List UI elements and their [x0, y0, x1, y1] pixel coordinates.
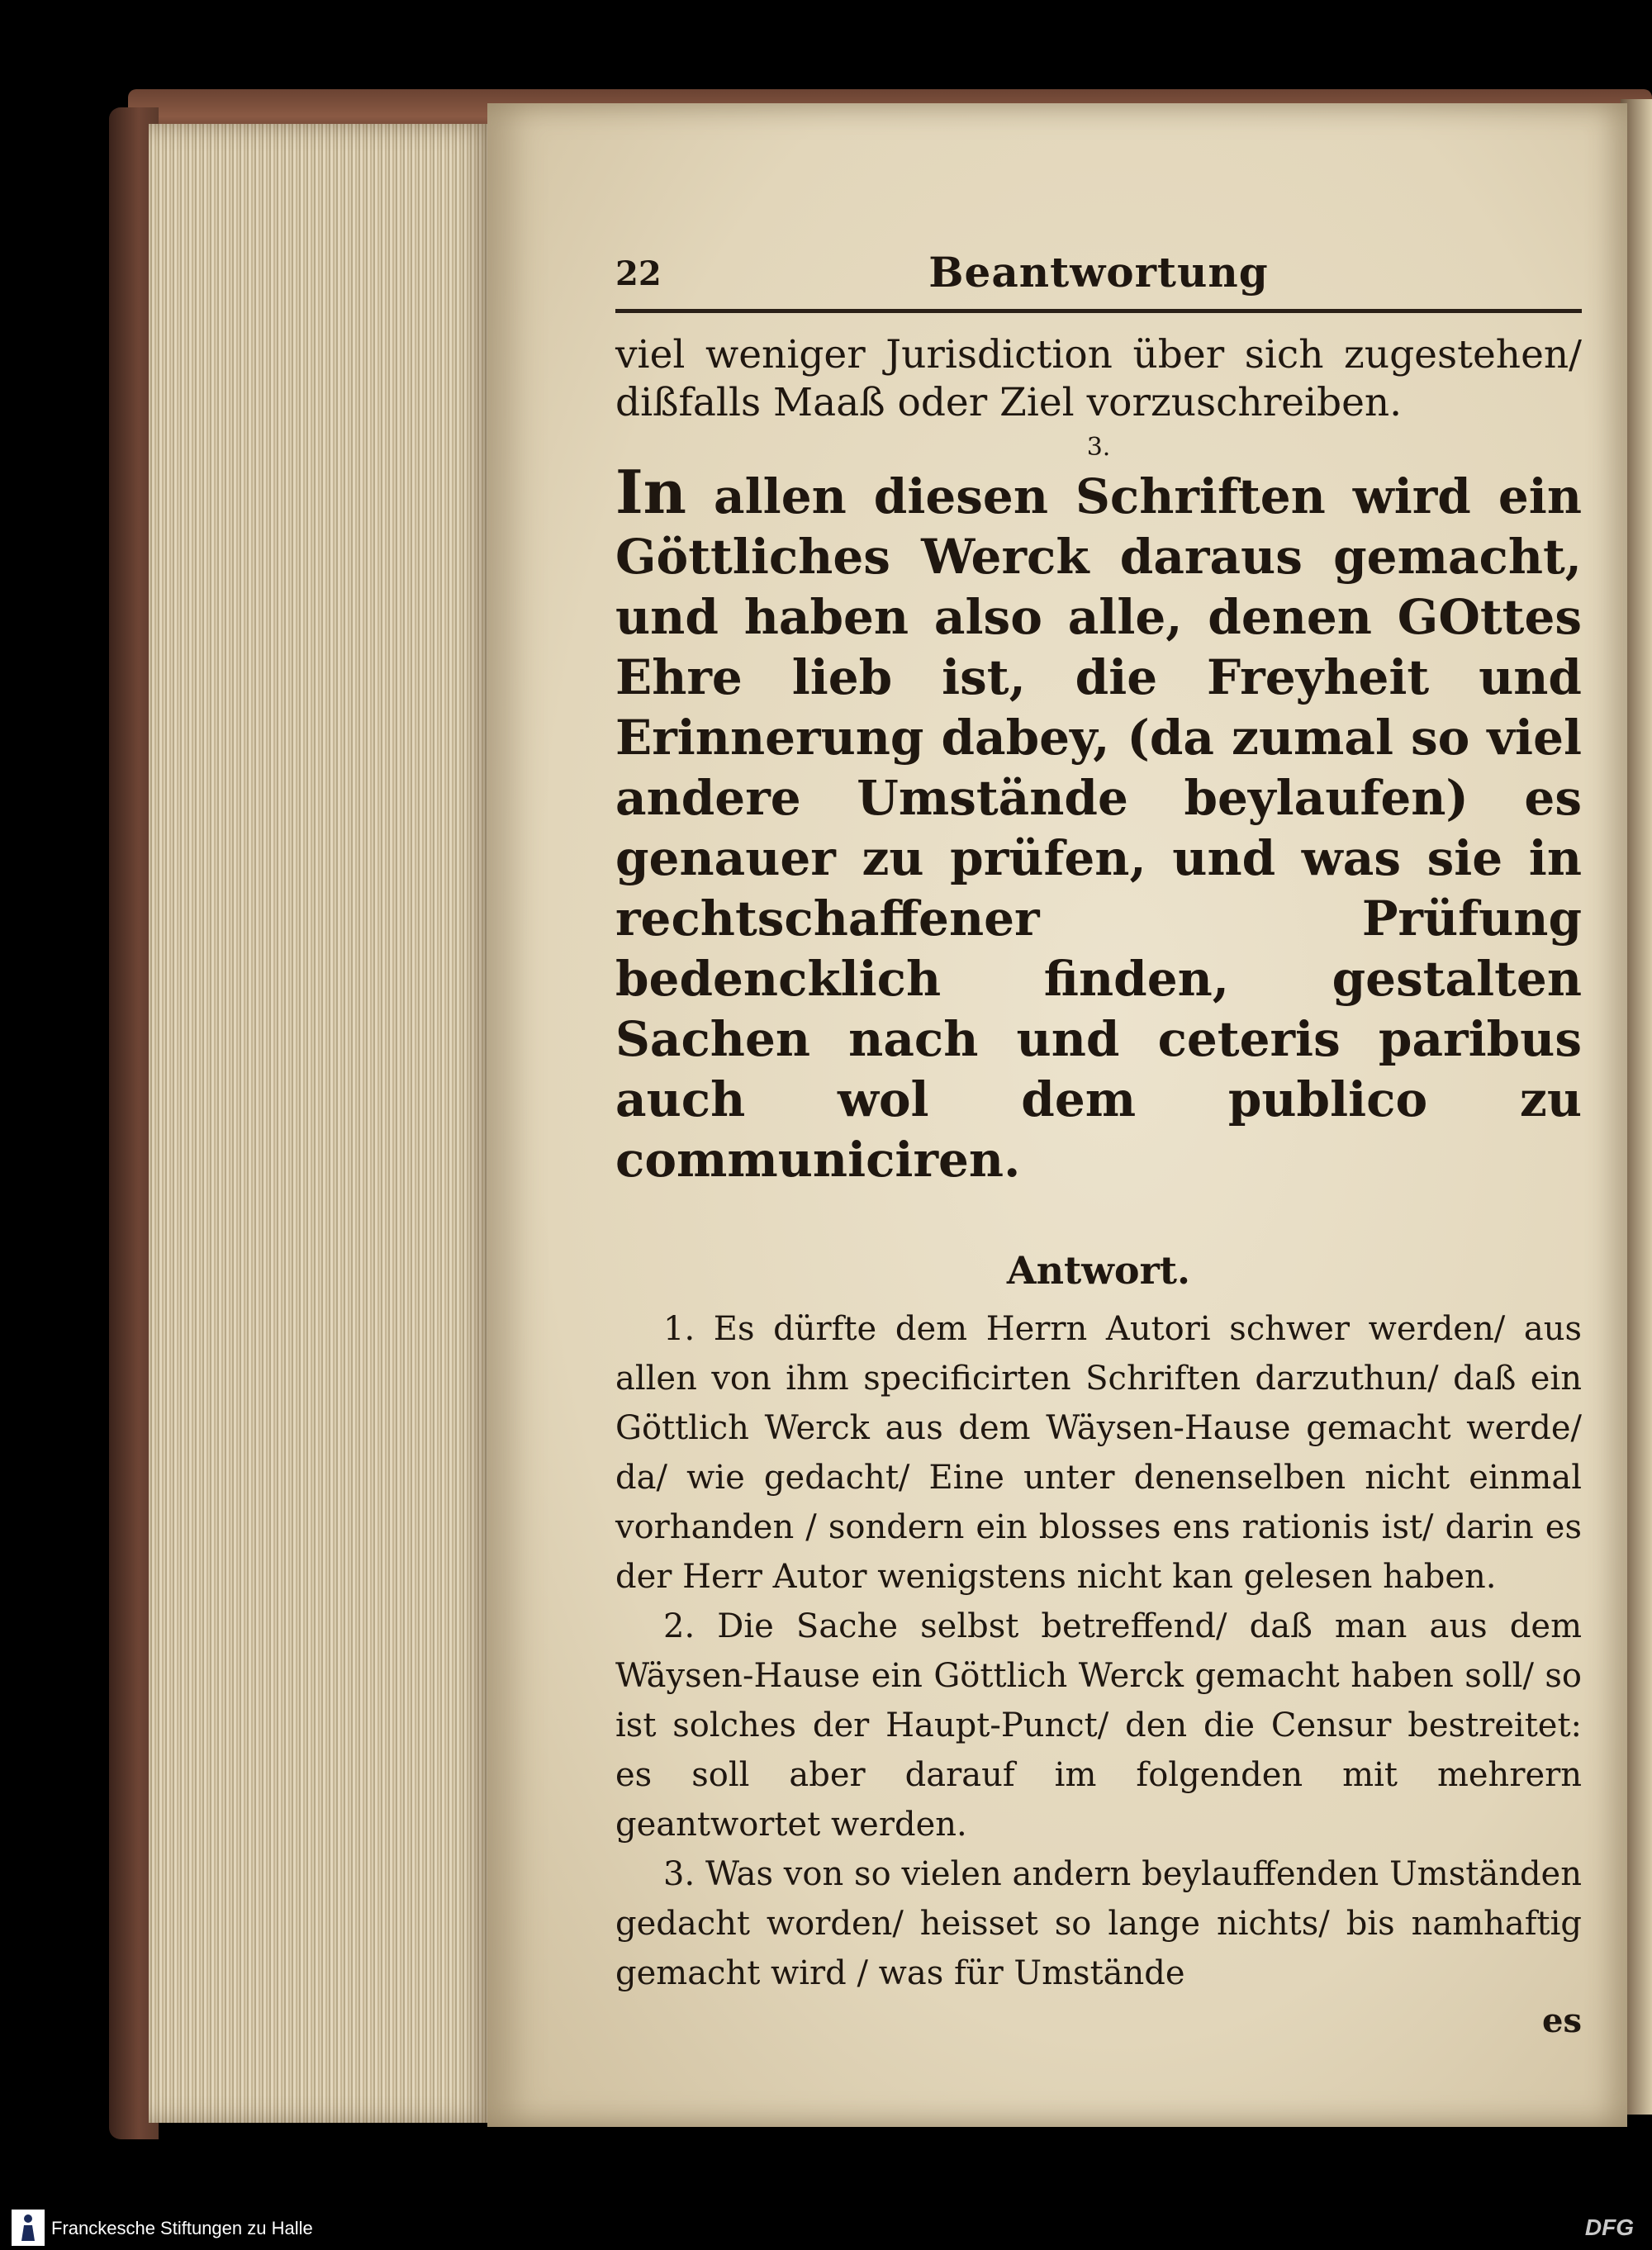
answer-heading: Antwort. — [1006, 1248, 1191, 1293]
book-page — [487, 103, 1627, 2127]
answer-item-3: 3. Was von so vielen andern beylauffenden Umständen gedacht worden/ heisset so lange nichts/ bis namhaftig gemacht wird / was für Umstände — [615, 1855, 1582, 1992]
answer-item-2: 2. Die Sache selbst betreffend/ daß man aus dem Wäysen-Hause ein Göttlich Werck gemacht haben soll/ so ist solches der Haupt-Punct/ den die Censur bestreitet: es soll aber darauf im folgenden mit mehrern geantwortet werden. — [615, 1607, 1582, 1844]
main-paragraph — [615, 457, 1582, 1190]
foundation-logo-icon — [12, 2210, 45, 2246]
continued-paragraph: viel weniger Jurisdiction über sich zugestehen/ dißfalls Maaß oder Ziel vorzuschreiben. — [615, 332, 1582, 425]
running-head-title: Beantwortung — [928, 248, 1269, 297]
viewer-footer — [0, 2205, 1652, 2250]
footer-institution: Franckesche Stiftungen zu Halle — [51, 2218, 313, 2238]
page-number: 22 — [615, 254, 662, 293]
page-text-block — [615, 248, 1582, 2041]
page-edges — [149, 124, 496, 2123]
running-head — [615, 248, 1582, 314]
answer-item-1: 1. Es dürfte dem Herrn Autori schwer werden/ aus allen von ihm specificirten Schriften darzuthun/ daß ein Göttlich Werck aus dem Wäysen-Hause gemacht werde/ da/ wie gedacht/ Eine unter denenselben nicht einmal vorhanden / sondern ein blosses ens rationis ist/ darin es der Herr Autor wenigstens nicht kan gelesen haben. — [615, 1310, 1582, 1596]
main-paragraph-initial: In — [615, 457, 687, 527]
section-number: 3. — [1086, 433, 1111, 462]
catchword: es — [1542, 2001, 1582, 2040]
main-paragraph-text: allen diesen Schriften wird ein Göttliches Werck daraus gemacht, und haben also alle, denen GOttes Ehre lieb ist, die Freyheit und Erinnerung dabey, (da zumal so viel andere Umstände beylaufen) es genauer zu prüfen, und was sie in rechtschaffener Prüfung bedencklich finden, gestalten Sachen nach und ceteris paribus auch wol dem publico zu communiciren. — [615, 468, 1582, 1188]
dfg-logo: DFG — [1584, 2214, 1634, 2240]
